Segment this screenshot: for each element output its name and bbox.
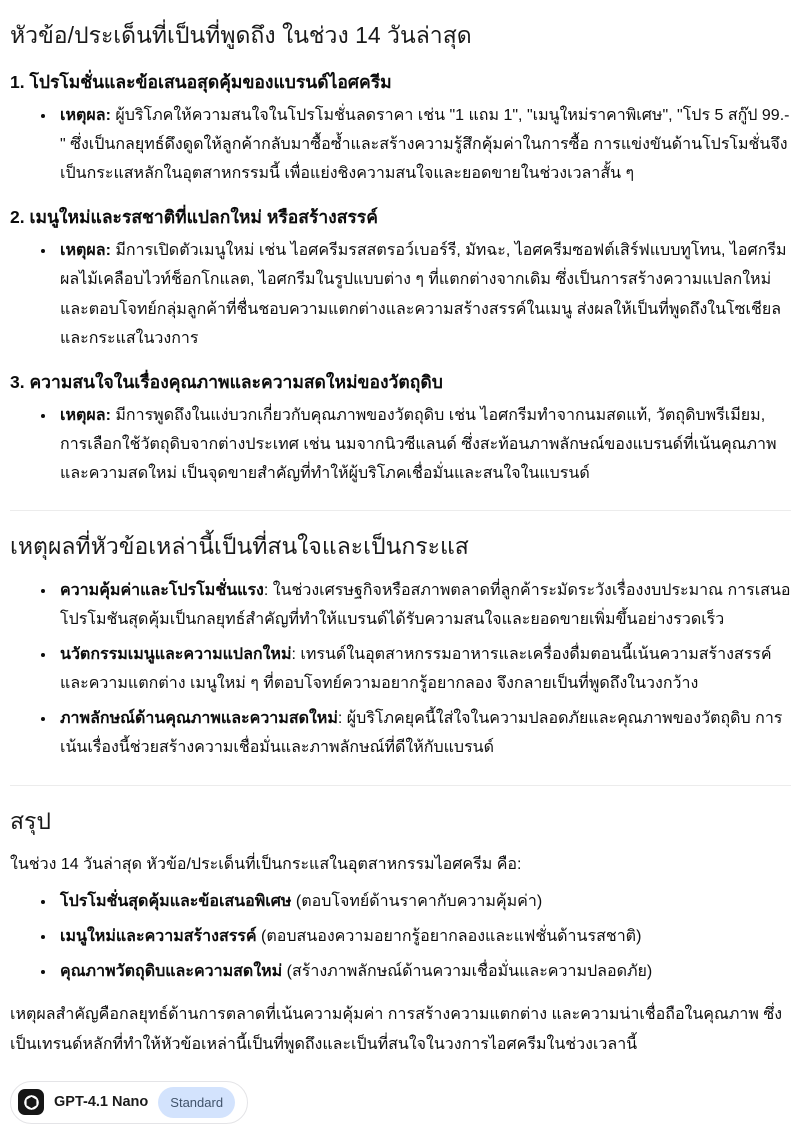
topic-3-heading: 3. ความสนใจในเรื่องคุณภาพและความสดใหม่ของวัตถุดิบ: [10, 371, 443, 392]
bullet-text: (สร้างภาพลักษณ์ด้านความเชื่อมั่นและความปลอดภัย): [282, 963, 653, 981]
summary-intro: ในช่วง 14 วันล่าสุด หัวข้อ/ประเด็นที่เป็นกระแสในอุตสาหกรรมไอศครีม คือ:: [10, 856, 522, 873]
bullet-text: (ตอบโจทย์ด้านราคากับความคุ้มค่า): [291, 893, 543, 911]
summary-section: [10, 804, 791, 1059]
page-title: หัวข้อ/ประเด็นที่เป็นที่พูดถึง ในช่วง 14 วันล่าสุด: [10, 22, 472, 48]
bullet-lead: ความคุ้มค่าและโปรโมชั่นแรง: [60, 581, 264, 599]
bullet-text: : ผู้บริโภคยุคนี้ใส่ใจในความปลอดภัยและคุณภาพของวัตถุดิบ การเน้นเรื่องนี้ช่วยสร้างความเชื่อมั่นและภาพลักษณ์ที่ดีให้กับแบรนด์: [60, 710, 783, 757]
bullet-text: (ตอบสนองความอยากรู้อยากลองและแฟชั่นด้านรสชาติ): [256, 928, 642, 946]
list-item: [56, 401, 791, 488]
reasons-section: [10, 529, 791, 762]
bullet-lead: เหตุผล:: [60, 242, 111, 260]
list-item: [56, 576, 791, 634]
model-chip[interactable]: [10, 1081, 248, 1125]
standard-badge: Standard: [158, 1087, 235, 1119]
topic-1-list: [10, 101, 791, 188]
topic-2-list: [10, 236, 791, 352]
bullet-text: มีการพูดถึงในแง่บวกเกี่ยวกับคุณภาพของวัตถุดิบ เช่น ไอศกรีมทำจากนมสดแท้, วัตถุดิบพรีเมียม, การเลือกใช้วัตถุดิบจากต่างประเทศ เช่น นมจากนิวซีแลนด์ ซึ่งสะท้อนภาพลักษณ์ของแบรนด์ที่เน้นคุณภาพและความสดใหม่ เป็นจุดขายสำคัญที่ทำให้ผู้บริโภคเชื่อมั่นและสนใจในแบรนด์: [60, 407, 777, 483]
bullet-text: ผู้บริโภคให้ความสนใจในโปรโมชั่นลดราคา เช่น "1 แถม 1", "เมนูใหม่ราคาพิเศษ", "โปร 5 สกู๊ป 99.-" ซึ่งเป็นกลยุทธ์ดึงดูดให้ลูกค้ากลับมาซื้อซ้ำและสร้างความรู้สึกคุ้มค่าในการซื้อ การแข่งขันด้านโปรโมชั่นจึงเป็นกระแสหลักในอุตสาหกรรมนี้ เพื่อแย่งชิงความสนใจและยอดขายในช่วงเวลาสั้น ๆ: [60, 106, 790, 182]
list-item: [56, 887, 791, 916]
topic-section-1: [10, 69, 791, 189]
bullet-lead: โปรโมชั่นสุดคุ้มและข้อเสนอพิเศษ: [60, 893, 292, 911]
reasons-list: [10, 576, 791, 763]
bullet-lead: คุณภาพวัตถุดิบและความสดใหม่: [60, 963, 283, 981]
topic-section-2: [10, 204, 791, 353]
list-item: [56, 957, 791, 986]
list-item: [56, 922, 791, 951]
summary-outro: เหตุผลสำคัญคือกลยุทธ์ด้านการตลาดที่เน้นความคุ้มค่า การสร้างความแตกต่าง และความน่าเชื่อถือในคุณภาพ ซึ่งเป็นเทรนด์หลักที่ทำให้หัวข้อเหล่านี้เป็นที่พูดถึงและเป็นที่สนใจในวงการไอศครีมในช่วงเวลานี้: [10, 1006, 783, 1053]
list-item: [56, 704, 791, 762]
model-name: GPT-4.1 Nano: [54, 1094, 149, 1111]
topic-3-list: [10, 401, 791, 488]
bullet-lead: ภาพลักษณ์ด้านคุณภาพและความสดใหม่: [60, 710, 338, 728]
section-divider: [10, 510, 791, 511]
bullet-text: : เทรนด์ในอุตสาหกรรมอาหารและเครื่องดื่มตอนนี้เน้นความสร้างสรรค์และความแตกต่าง เมนูใหม่ ๆ ที่ตอบโจทย์ความอยากรู้อยากลอง จึงกลายเป็นที่พูดถึงในวงกว้าง: [60, 646, 772, 693]
reasons-heading: เหตุผลที่หัวข้อเหล่านี้เป็นที่สนใจและเป็นกระแส: [10, 533, 469, 560]
summary-heading: สรุป: [10, 807, 51, 834]
list-item: [56, 101, 791, 188]
bullet-lead: เมนูใหม่และความสร้างสรรค์: [60, 928, 257, 946]
list-item: [56, 236, 791, 352]
bullet-text: : ในช่วงเศรษฐกิจหรือสภาพตลาดที่ลูกค้าระมัดระวังเรื่องงบประมาณ การเสนอโปรโมชันสุดคุ้มเป็นกลยุทธ์สำคัญที่ทำให้แบรนด์ได้รับความสนใจและยอดขายเพิ่มขึ้นอย่างรวดเร็ว: [60, 581, 791, 628]
list-item: [56, 640, 791, 698]
topic-1-heading: 1. โปรโมชั่นและข้อเสนอสุดคุ้มของแบรนด์ไอศครีม: [10, 71, 392, 92]
bullet-lead: นวัตกรรมเมนูและความแปลกใหม่: [60, 646, 292, 664]
bullet-text: มีการเปิดตัวเมนูใหม่ เช่น ไอศครีมรสสตรอว์เบอร์รี, มัทฉะ, ไอศครีมซอฟต์เสิร์ฟแบบทูโทน, ไอศกรีมผลไม้เคลือบไวท์ช็อกโกแลต, ไอศกรีมในรูปแบบต่าง ๆ ที่แตกต่างจากเดิม ซึ่งเป็นการสร้างความแปลกใหม่และตอบโจทย์กลุ่มลูกค้าที่ชื่นชอบความแตกต่างและความสร้างสรรค์ในเมนู ส่งผลให้เป็นที่พูดถึงในโซเชียลและกระแสในวงการ: [60, 242, 787, 347]
bullet-lead: เหตุผล:: [60, 106, 111, 124]
section-divider: [10, 785, 791, 786]
openai-logo-icon: [18, 1089, 44, 1115]
summary-list: [10, 887, 791, 986]
topic-2-heading: 2. เมนูใหม่และรสชาติที่แปลกใหม่ หรือสร้างสรรค์: [10, 207, 378, 228]
topic-section-3: [10, 369, 791, 489]
bullet-lead: เหตุผล:: [60, 407, 111, 425]
